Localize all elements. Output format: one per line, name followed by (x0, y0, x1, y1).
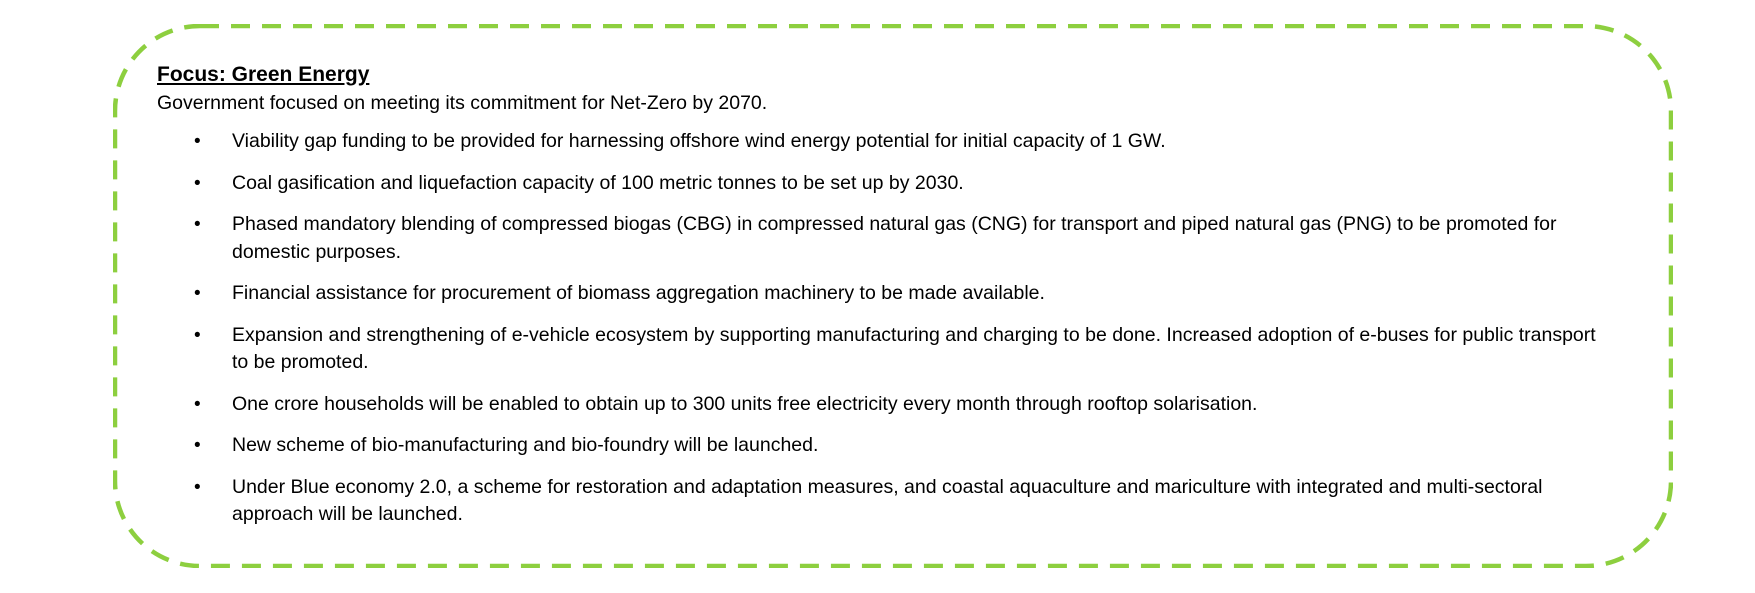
list-item (157, 128, 1597, 156)
bullet-icon: • (194, 283, 201, 304)
list-item-text: Coal gasification and liquefaction capacity of 100 metric tonnes to be set up by 2030. (232, 171, 964, 194)
bullet-list (157, 128, 1657, 529)
list-item-text: Financial assistance for procurement of biomass aggregation machinery to be made available. (232, 282, 1045, 304)
bullet-icon: • (194, 476, 201, 498)
list-item-text: New scheme of bio-manufacturing and bio-foundry will be launched. (232, 434, 819, 456)
bullet-icon: • (194, 324, 201, 346)
list-item-text: Expansion and strengthening of e-vehicle ecosystem by supporting manufacturing and charging to be done. Increased adoption of e-buses for public transport to be promoted. (232, 323, 1596, 373)
bullet-icon: • (194, 172, 201, 194)
list-item-text: One crore households will be enabled to obtain up to 300 units free electricity every month through rooftop solarisation. (232, 392, 1258, 415)
list-item (157, 432, 1597, 460)
list-item (157, 170, 1597, 198)
list-item-text: Phased mandatory blending of compressed biogas (CBG) in compressed natural gas (CNG) for transport and piped natural gas (PNG) to be promoted for domestic purposes. (232, 213, 1557, 263)
list-item (157, 322, 1597, 377)
list-item (157, 474, 1597, 529)
green-energy-section (157, 62, 1657, 543)
list-item-text: Viability gap funding to be provided for harnessing offshore wind energy potential for initial capacity of 1 GW. (232, 130, 1166, 152)
list-item-text: Under Blue economy 2.0, a scheme for restoration and adaptation measures, and coastal aquaculture and mariculture with integrated and multi-sectoral approach will be launched. (232, 475, 1543, 525)
bullet-icon: • (194, 435, 201, 456)
section-intro: Government focused on meeting its commitment for Net-Zero by 2070. (157, 92, 768, 114)
list-item (157, 211, 1597, 266)
bullet-icon: • (194, 214, 201, 235)
list-item (157, 280, 1597, 308)
list-item (157, 391, 1597, 419)
bullet-icon: • (194, 131, 201, 152)
bullet-icon: • (194, 393, 201, 415)
section-heading: Focus: Green Energy (157, 63, 370, 86)
